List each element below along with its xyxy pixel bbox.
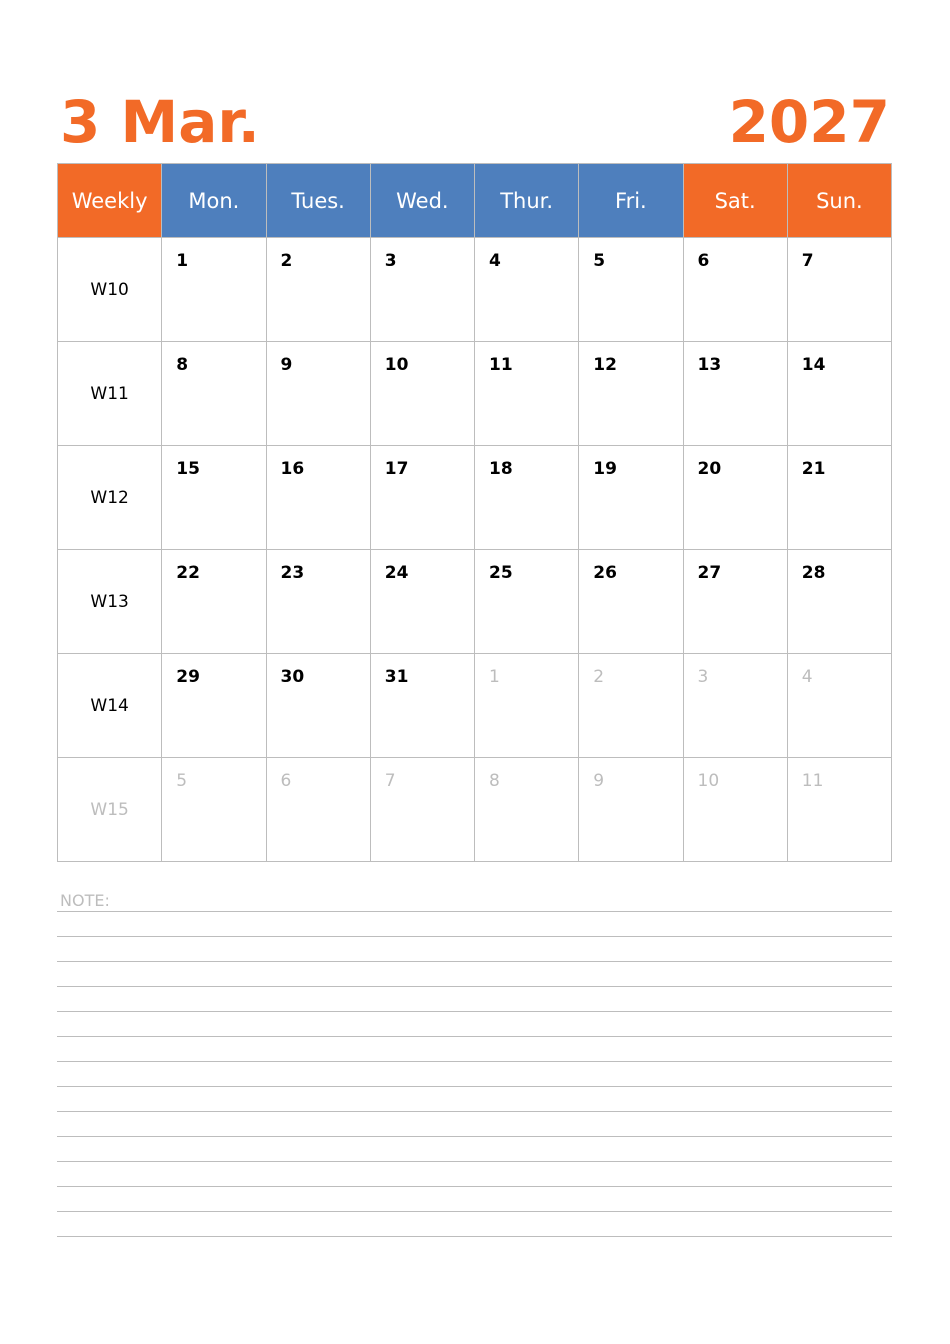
note-line[interactable] <box>57 962 892 987</box>
day-number: 13 <box>697 355 722 375</box>
day-number: 8 <box>176 355 189 375</box>
day-number: 17 <box>384 459 409 479</box>
day-number: 5 <box>593 251 606 271</box>
day-cell[interactable] <box>787 550 891 654</box>
week-row <box>58 446 892 550</box>
day-number: 12 <box>593 355 617 375</box>
day-number: 30 <box>280 667 305 687</box>
day-number: 25 <box>489 563 513 583</box>
day-number: 23 <box>280 563 305 583</box>
day-number: 7 <box>384 771 396 791</box>
day-cell[interactable] <box>266 446 370 550</box>
day-number: 3 <box>384 251 397 271</box>
notes-section <box>57 887 892 1237</box>
day-cell[interactable] <box>370 550 474 654</box>
day-number: 6 <box>697 251 710 271</box>
column-header-weekly: Weekly <box>58 164 162 238</box>
day-number: 27 <box>697 563 722 583</box>
calendar-grid <box>57 163 892 862</box>
day-number: 22 <box>176 563 200 583</box>
day-cell[interactable] <box>579 758 683 862</box>
day-cell[interactable] <box>787 238 891 342</box>
day-number: 10 <box>697 771 720 791</box>
day-number: 29 <box>176 667 200 687</box>
day-number: 2 <box>593 667 605 687</box>
column-header-day: Sat. <box>683 164 787 238</box>
day-number: 2 <box>280 251 293 271</box>
week-row <box>58 550 892 654</box>
day-number: 7 <box>801 251 814 271</box>
day-number: 19 <box>593 459 617 479</box>
day-number: 10 <box>384 355 409 375</box>
column-header-day: Sun. <box>787 164 891 238</box>
day-number: 24 <box>384 563 409 583</box>
day-cell[interactable] <box>475 238 579 342</box>
day-cell[interactable] <box>579 342 683 446</box>
day-cell[interactable] <box>787 654 891 758</box>
day-number: 5 <box>176 771 188 791</box>
day-number: 4 <box>489 251 501 271</box>
day-number: 3 <box>697 667 709 687</box>
day-cell[interactable] <box>370 446 474 550</box>
day-number: 14 <box>801 355 826 375</box>
note-line[interactable] <box>57 1112 892 1137</box>
day-cell[interactable] <box>787 446 891 550</box>
day-cell[interactable] <box>475 654 579 758</box>
day-number: 1 <box>176 251 189 271</box>
day-cell[interactable] <box>475 446 579 550</box>
day-number: 9 <box>280 355 293 375</box>
day-number: 21 <box>801 459 826 479</box>
day-number: 11 <box>489 355 513 375</box>
day-cell[interactable] <box>579 654 683 758</box>
day-number: 26 <box>593 563 617 583</box>
day-cell[interactable] <box>162 654 266 758</box>
day-cell[interactable] <box>162 446 266 550</box>
note-line[interactable] <box>57 937 892 962</box>
weekday-header-row <box>58 164 892 238</box>
column-header-day: Fri. <box>579 164 683 238</box>
day-cell[interactable] <box>370 758 474 862</box>
week-number: W14 <box>58 654 162 758</box>
day-cell[interactable] <box>683 758 787 862</box>
day-number: 15 <box>176 459 200 479</box>
day-cell[interactable] <box>787 758 891 862</box>
day-cell[interactable] <box>683 238 787 342</box>
note-line[interactable] <box>57 1212 892 1237</box>
note-line[interactable] <box>57 1037 892 1062</box>
day-cell[interactable] <box>475 758 579 862</box>
note-line[interactable] <box>57 1187 892 1212</box>
day-number: 4 <box>801 667 813 687</box>
year-title: 2027 <box>728 88 890 156</box>
day-cell[interactable] <box>162 758 266 862</box>
day-number: 1 <box>489 667 500 687</box>
day-cell[interactable] <box>266 758 370 862</box>
day-cell[interactable] <box>787 342 891 446</box>
day-cell[interactable] <box>162 238 266 342</box>
day-cell[interactable] <box>370 342 474 446</box>
day-number: 9 <box>593 771 605 791</box>
day-number: 20 <box>697 459 722 479</box>
day-cell[interactable] <box>370 654 474 758</box>
day-number: 16 <box>280 459 305 479</box>
column-header-day: Tues. <box>266 164 370 238</box>
note-line[interactable] <box>57 1162 892 1187</box>
day-cell[interactable] <box>579 550 683 654</box>
day-number: 18 <box>489 459 513 479</box>
note-label: NOTE: <box>60 891 110 910</box>
week-row <box>58 238 892 342</box>
column-header-day: Thur. <box>475 164 579 238</box>
month-title: 3 Mar. <box>60 88 260 156</box>
week-number: W10 <box>58 238 162 342</box>
week-number: W11 <box>58 342 162 446</box>
note-line[interactable] <box>57 1137 892 1162</box>
day-number: 31 <box>384 667 409 687</box>
day-cell[interactable] <box>579 238 683 342</box>
note-line[interactable] <box>57 912 892 937</box>
note-line[interactable] <box>57 987 892 1012</box>
week-row <box>58 758 892 862</box>
day-cell[interactable] <box>162 342 266 446</box>
day-cell[interactable] <box>266 342 370 446</box>
column-header-day: Mon. <box>162 164 266 238</box>
day-cell[interactable] <box>370 238 474 342</box>
week-number: W13 <box>58 550 162 654</box>
day-cell[interactable] <box>683 446 787 550</box>
day-number: 11 <box>801 771 824 791</box>
week-number: W12 <box>58 446 162 550</box>
week-row <box>58 342 892 446</box>
day-number: 28 <box>801 563 826 583</box>
day-cell[interactable] <box>266 238 370 342</box>
week-number: W15 <box>58 758 162 862</box>
day-number: 6 <box>280 771 292 791</box>
day-number: 8 <box>489 771 500 791</box>
column-header-day: Wed. <box>370 164 474 238</box>
day-cell[interactable] <box>475 550 579 654</box>
week-row <box>58 654 892 758</box>
day-cell[interactable] <box>266 654 370 758</box>
day-cell[interactable] <box>683 550 787 654</box>
day-cell[interactable] <box>266 550 370 654</box>
note-line[interactable] <box>57 887 892 912</box>
note-line[interactable] <box>57 1087 892 1112</box>
day-cell[interactable] <box>162 550 266 654</box>
note-line[interactable] <box>57 1012 892 1037</box>
day-cell[interactable] <box>683 342 787 446</box>
note-line[interactable] <box>57 1062 892 1087</box>
day-cell[interactable] <box>683 654 787 758</box>
day-cell[interactable] <box>579 446 683 550</box>
day-cell[interactable] <box>475 342 579 446</box>
